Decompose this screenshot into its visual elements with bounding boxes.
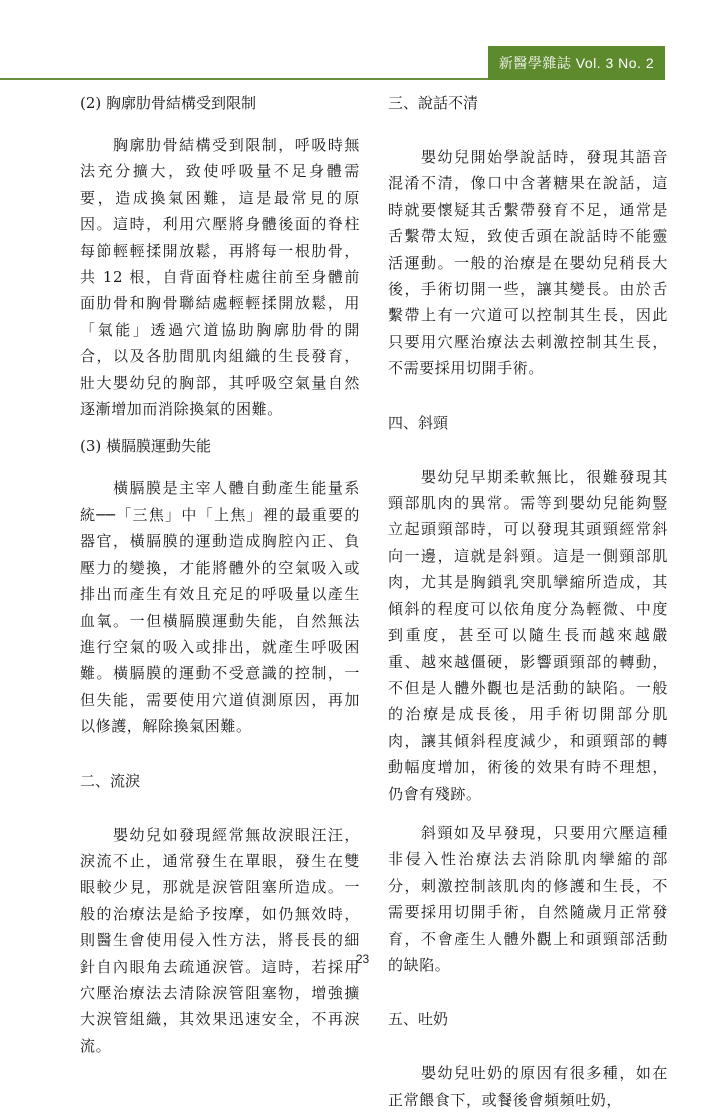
section-heading-speech: 三、說話不清 <box>388 94 479 112</box>
left-column <box>80 92 360 1059</box>
paragraph-speech: 嬰幼兒開始學說話時，發現其語音混淆不清，像口中含著糖果在說話，這時就要懷疑其舌繫帶發育不足，通常是舌繫帶太短，致使舌頭在說話時不能靈活運動。一般的治療是在嬰幼兒稍長大後，手術切開一些，讓其變長。由於舌繫帶上有一穴道可以控制其生長，因此只要用穴壓治療法去刺激控制其生長，不需要採用切開手術。 <box>388 148 668 378</box>
page-number: 23 <box>355 952 370 966</box>
paragraph-diaphragm: 橫膈膜是主宰人體自動產生能量系統──「三焦」中「上焦」裡的最重要的器官，橫膈膜的運動造成胸腔內正、負壓力的變換，才能將體外的空氣吸入或排出而產生有效且充足的呼吸量以產生血氧。一但橫膈膜運動失能，自然無法進行空氣的吸入或排出，就產生呼吸困難。橫膈膜的運動不受意識的控制，一但失能，需要使用穴道偵測原因，再加以修護，解除換氣困難。 <box>80 479 360 736</box>
journal-header-badge: 新醫學雜誌 Vol. 3 No. 2 <box>488 46 665 80</box>
paragraph-torticollis-2: 斜頸如及早發現，只要用穴壓這種非侵入性治療法去消除肌肉攣縮的部分，刺激控制該肌肉的修護和生長，不需要採用切開手術，自然隨歲月正常發育，不會產生人體外觀上和頭頸部活動的缺陷。 <box>388 823 668 974</box>
paragraph-tearing: 嬰幼兒如發現經常無故淚眼汪汪，淚流不止，通常發生在單眼，發生在雙眼較少見，那就是淚管阻塞所造成。一般的治療法是給予按摩，如仍無效時，則醫生會使用侵入性方法，將長長的細針自內眼角去疏通淚管。這時，若採用穴壓治療法去清除淚管阻塞物，增強擴大淚管組織，其效果迅速安全，不再淚流。 <box>80 825 360 1055</box>
section-heading-diaphragm: (3) 橫膈膜運動失能 <box>80 437 212 456</box>
section-heading-ribcage: (2) 胸廓肋骨結構受到限制 <box>80 94 257 112</box>
section-heading-spitting-milk: 五、吐奶 <box>388 1010 449 1029</box>
paragraph-ribcage: 胸廓肋骨結構受到限制，呼吸時無法充分擴大，致使呼吸量不足身體需要，造成換氣困難，這是最常見的原因。這時，利用穴壓將身體後面的脊柱每節輕輕揉開放鬆，再將每一根肋骨，共 12 根，自背面脊柱處往前至身體前面肋骨和胸骨聯結處輕輕揉開放鬆，用「氣能」透過穴道協助胸廓肋骨的開合，以及各肋間肌肉組織的生長發育，壯大嬰幼兒的胸部，其呼吸空氣量自然逐漸增加而消除換氣的困難。 <box>80 136 360 419</box>
paragraph-torticollis-1: 嬰幼兒早期柔軟無比，很難發現其頸部肌肉的異常。需等到嬰幼兒能夠豎立起頭頸部時，可以發現其頭頸經常斜向一邊，這就是斜頸。這是一側頸部肌肉，尤其是胸鎖乳突肌攣縮所造成，其傾斜的程度可以依角度分為輕微、中度到重度，甚至可以隨生長而越來越嚴重、越來越僵硬，影響頭頸部的轉動，不但是人體外觀也是活動的缺陷。一般的治療是成長後，用手術切開部分肌肉，讓其傾斜程度減少，和頭頸部的轉動幅度增加，術後的效果有時不理想，仍會有殘跡。 <box>388 467 668 803</box>
paragraph-spitting-milk: 嬰幼兒吐奶的原因有很多種，如在正常餵食下，或餐後會頻頻吐奶， <box>388 1064 668 1109</box>
section-heading-torticollis: 四、斜頸 <box>388 413 449 432</box>
section-heading-tearing: 二、流淚 <box>80 771 141 790</box>
